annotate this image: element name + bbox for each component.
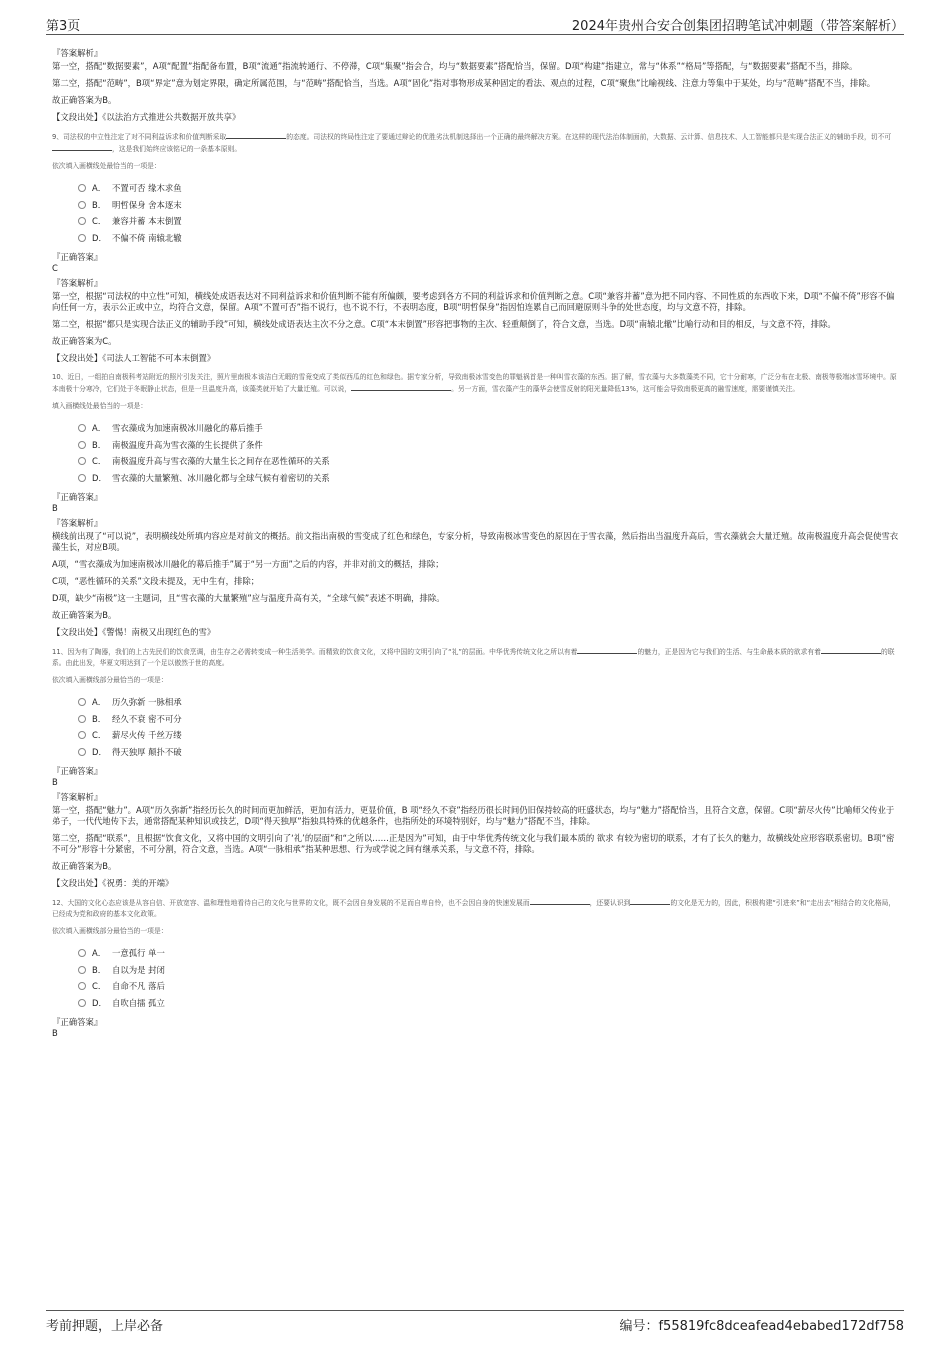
radio-icon[interactable] xyxy=(78,949,86,957)
radio-icon[interactable] xyxy=(78,731,86,739)
radio-icon[interactable] xyxy=(78,234,86,242)
radio-icon[interactable] xyxy=(78,999,86,1007)
option-b[interactable]: B． 南极温度升高为雪衣藻的生长提供了条件 xyxy=(78,437,900,454)
answer-label: 『正确答案』 xyxy=(52,766,103,776)
question-10-stem: 10、近日，一组拍自南极科考站附近的照片引发关注，照片里南极本该洁白无暇的雪竟变成了类似西瓜的红色和绿色。据专家分析，导致南极冰雪变色的罪魁祸首是一种叫雪衣藻的东西。据了解，雪衣藻与大多数藻类不同，它十分耐寒，广泛分布在北极、南极等极端冰雪环境中。原本南极十分寒冷，它们处于冬眠静止状态，但是一旦温度升高，该藻类就开始了大量迁殖。可以说， 。另一方面，雪衣藻产生的藻华会使雪反射的阳光量降低13%，这可能会导致南极更高的融雪速度，需要谨慎关注。 xyxy=(52,373,897,393)
analysis-paragraph: 第二空，搭配“联系”，且根据“饮食文化，又将中国的文明引向了‘礼’的层面”和“之所以……正是因为”可知，由于中华优秀传统文化与我们最本质的 欲求 有较为密切的联系，才有了长久的魅力，故横线处应形容联系密切。B项“密不可分”形容十分紧密，不可分割，符合文意，当选。A项“一脉相承”指某种思想、行为或学说之间有继承关系，与文意不符，排除。 xyxy=(52,833,895,854)
option-d[interactable]: D． 得天独厚 颠扑不破 xyxy=(78,744,900,761)
radio-icon[interactable] xyxy=(78,441,86,449)
conclusion: 故正确答案为B。 xyxy=(52,610,117,620)
conclusion: 故正确答案为B。 xyxy=(52,95,117,105)
document-id: 编号：f55819fc8dceafead4ebabed172df758 xyxy=(619,1319,904,1334)
radio-icon[interactable] xyxy=(78,748,86,756)
option-d[interactable]: D． 自吹自擂 孤立 xyxy=(78,995,900,1012)
option-a[interactable]: A． 雪衣藻成为加速南极冰川融化的幕后推手 xyxy=(78,420,900,437)
option-c[interactable]: C． 自命不凡 落后 xyxy=(78,978,900,995)
radio-icon[interactable] xyxy=(78,698,86,706)
question-12-options xyxy=(78,945,900,1011)
option-b[interactable]: B． 明哲保身 舍本逐末 xyxy=(78,197,900,214)
fill-blank xyxy=(630,897,670,905)
source-citation: 【文段出处】《祝勇：美的开端》 xyxy=(52,878,174,888)
footer-slogan: 考前押题，上岸必备 xyxy=(46,1319,164,1334)
option-b[interactable]: B． 自以为是 封闭 xyxy=(78,962,900,979)
question-11-options xyxy=(78,694,900,760)
answer-label: 『正确答案』 xyxy=(52,492,103,502)
page-content xyxy=(52,44,900,1043)
fill-blank xyxy=(226,131,286,139)
question-hint: 依次填入画横线部分最恰当的一项是： xyxy=(52,676,168,684)
analysis-paragraph: 第一空，根据“司法权的中立性”可知，横线处成语表达对不同利益诉求和价值判断不能有所偏颇，要考虑到各方不同的利益诉求和价值判断之意。C项“兼容并蓄”意为把不同内容、不同性质的东西收下来，D项“不偏不倚”形容不偏向任何一方，表示公正或中立，均符合文意，保留。A项“不置可否”指不说行，也不说不行，不表明态度，B项“明哲保身”指因怕连累自己而回避原则斗争的处世态度，均与文意不符，排除。 xyxy=(52,291,895,312)
source-citation: 【文段出处】《警惕！南极又出现红色的雪》 xyxy=(52,627,216,637)
radio-icon[interactable] xyxy=(78,217,86,225)
answer-value: B xyxy=(52,777,58,787)
option-c[interactable]: C． 兼容并蓄 本末倒置 xyxy=(78,213,900,230)
source-citation: 【文段出处】《以法治方式推进公共数据开放共享》 xyxy=(52,112,241,122)
analysis-label: 『答案解析』 xyxy=(52,792,103,802)
option-c[interactable]: C． 南极温度升高与雪衣藻的大量生长之间存在恶性循环的关系 xyxy=(78,453,900,470)
answer-value: B xyxy=(52,1028,58,1038)
question-12-stem: 12、大国的文化心态应该是从容自信、开放宽容、温和理性地看待自己的文化与世界的文化，既不会因自身发展的不足而自卑自怜，也不会因自身的快速发展而 ，还要认识到 的文化是无力的，因此，积极构建“引进来”和“走出去”相结合的文化格局，已经成为党和政府的基本文化政策。 xyxy=(52,899,896,918)
option-b[interactable]: B． 经久不衰 密不可分 xyxy=(78,711,900,728)
analysis-paragraph: 第一空，搭配“魅力”。A项“历久弥新”指经历长久的时间而更加鲜活，更加有活力，更显价值，B 项“经久不衰”指经历很长时间仍旧保持较高的旺盛状态，均与“魅力”搭配恰当，且符合文意，保留。C项“薪尽火传”比喻师父传业于弟子，一代代地传下去，通常搭配某种知识或技艺，D项“得天独厚”指独具特殊的优越条件，也指所处的环境特别好，均与“魅力”搭配不当，排除。 xyxy=(52,805,895,826)
conclusion: 故正确答案为C。 xyxy=(52,336,117,346)
page-header xyxy=(46,14,904,35)
fill-blank xyxy=(530,897,590,905)
analysis-label: 『答案解析』 xyxy=(52,278,103,288)
radio-icon[interactable] xyxy=(78,966,86,974)
analysis-paragraph: 第二空，搭配“范畴”，B项“界定”意为划定界限，确定所属范围，与“范畴”搭配恰当，当选。A项“固化”指对事物形成某种固定的看法、观点的过程，C项“聚焦”比喻视线、注意力等集中于某处，均与“范畴”搭配不当，排除。 xyxy=(52,78,876,88)
radio-icon[interactable] xyxy=(78,424,86,432)
fill-blank xyxy=(52,143,112,151)
option-c[interactable]: C． 薪尽火传 千丝万缕 xyxy=(78,727,900,744)
answer-label: 『正确答案』 xyxy=(52,1017,103,1027)
page-footer xyxy=(46,1310,904,1337)
fill-blank xyxy=(577,646,637,654)
question-9-options xyxy=(78,180,900,246)
answer-label: 『正确答案』 xyxy=(52,252,103,262)
fill-blank xyxy=(351,383,451,391)
analysis-paragraph: A项，“雪衣藻成为加速南极冰川融化的幕后推手”属于“另一方面”之后的内容，并非对前文的概括，排除； xyxy=(52,559,444,569)
analysis-paragraph: 第一空，搭配“数据要素”，A项“配置”指配备布置，B项“流通”指流转通行、不停滞，C项“集聚”指会合，均与“数据要素”搭配恰当，保留。D项“构建”指建立，常与“体系”“格局”等搭配，与“数据要素”搭配不当，排除。 xyxy=(52,61,858,71)
analysis-paragraph: C项，“恶性循环的关系”文段未提及，无中生有，排除； xyxy=(52,576,260,586)
option-d[interactable]: D． 不偏不倚 南辕北辙 xyxy=(78,230,900,247)
question-hint: 填入画横线处最恰当的一项是： xyxy=(52,402,148,410)
option-d[interactable]: D． 雪衣藻的大量繁殖、冰川融化都与全球气候有着密切的关系 xyxy=(78,470,900,487)
question-11-stem: 11、因为有了陶器，我们的上古先民们的饮食烹调，由生存之必需转变成一种生活美学。而精致的饮食文化，又将中国的文明引向了“礼”的层面。中华优秀传统文化之所以有着 的魅力，正是因为它与我们的生活、与生命最本质的欲求有着 的联系。由此出发，华夏文明达到了一个足以傲然于世的高度。 xyxy=(52,648,895,667)
question-10-options xyxy=(78,420,900,486)
radio-icon[interactable] xyxy=(78,201,86,209)
option-a[interactable]: A． 一意孤行 单一 xyxy=(78,945,900,962)
analysis-label: 『答案解析』 xyxy=(52,518,103,528)
analysis-label: 『答案解析』 xyxy=(52,48,103,58)
question-hint: 依次填入画横线处最恰当的一项是： xyxy=(52,162,161,170)
answer-value: B xyxy=(52,503,58,513)
fill-blank xyxy=(821,646,881,654)
option-a[interactable]: A． 历久弥新 一脉相承 xyxy=(78,694,900,711)
document-title: 2024年贵州合安合创集团招聘笔试冲刺题（带答案解析） xyxy=(571,19,904,34)
radio-icon[interactable] xyxy=(78,715,86,723)
page-number: 第3页 xyxy=(46,19,81,34)
radio-icon[interactable] xyxy=(78,184,86,192)
question-9-stem: 9、司法权的中立性注定了对不同利益诉求和价值判断采取 的态度。司法权的终局性注定了要通过辩论的优胜劣汰机制选择出一个正确的最终解决方案。在这样的现代法治体制面前，大数据、云计算、信息技术、人工智能都只是实现合法正义的辅助手段，切不可，这是我们始终应该铭记的一条基本原则。 xyxy=(52,133,892,153)
question-hint: 依次填入画横线部分最恰当的一项是： xyxy=(52,927,168,935)
source-citation: 【文段出处】《司法人工智能不可本末倒置》 xyxy=(52,353,216,363)
radio-icon[interactable] xyxy=(78,457,86,465)
analysis-paragraph: 第二空，根据“都只是实现合法正义的辅助手段”可知，横线处成语表达主次不分之意。C项“本末倒置”形容把事物的主次、轻重颠倒了，符合文意，当选。D项“南辕北辙”比喻行动和目的相反，与文意不符，排除。 xyxy=(52,319,836,329)
analysis-paragraph: D项，缺少“南极”这一主题词，且“雪衣藻的大量繁殖”应与温度升高有关，“全球气候”表述不明确，排除。 xyxy=(52,593,445,603)
conclusion: 故正确答案为B。 xyxy=(52,861,117,871)
radio-icon[interactable] xyxy=(78,474,86,482)
analysis-paragraph: 横线前出现了“可以说”，表明横线处所填内容应是对前文的概括。前文指出南极的雪变成了红色和绿色，专家分析，导致南极冰雪变色的原因在于雪衣藻，然后指出当温度升高后，雪衣藻就会大量迁殖。故南极温度升高会促使雪衣藻生长，对应B项。 xyxy=(52,531,899,552)
radio-icon[interactable] xyxy=(78,982,86,990)
option-a[interactable]: A． 不置可否 缘木求鱼 xyxy=(78,180,900,197)
answer-value: C xyxy=(52,263,58,273)
